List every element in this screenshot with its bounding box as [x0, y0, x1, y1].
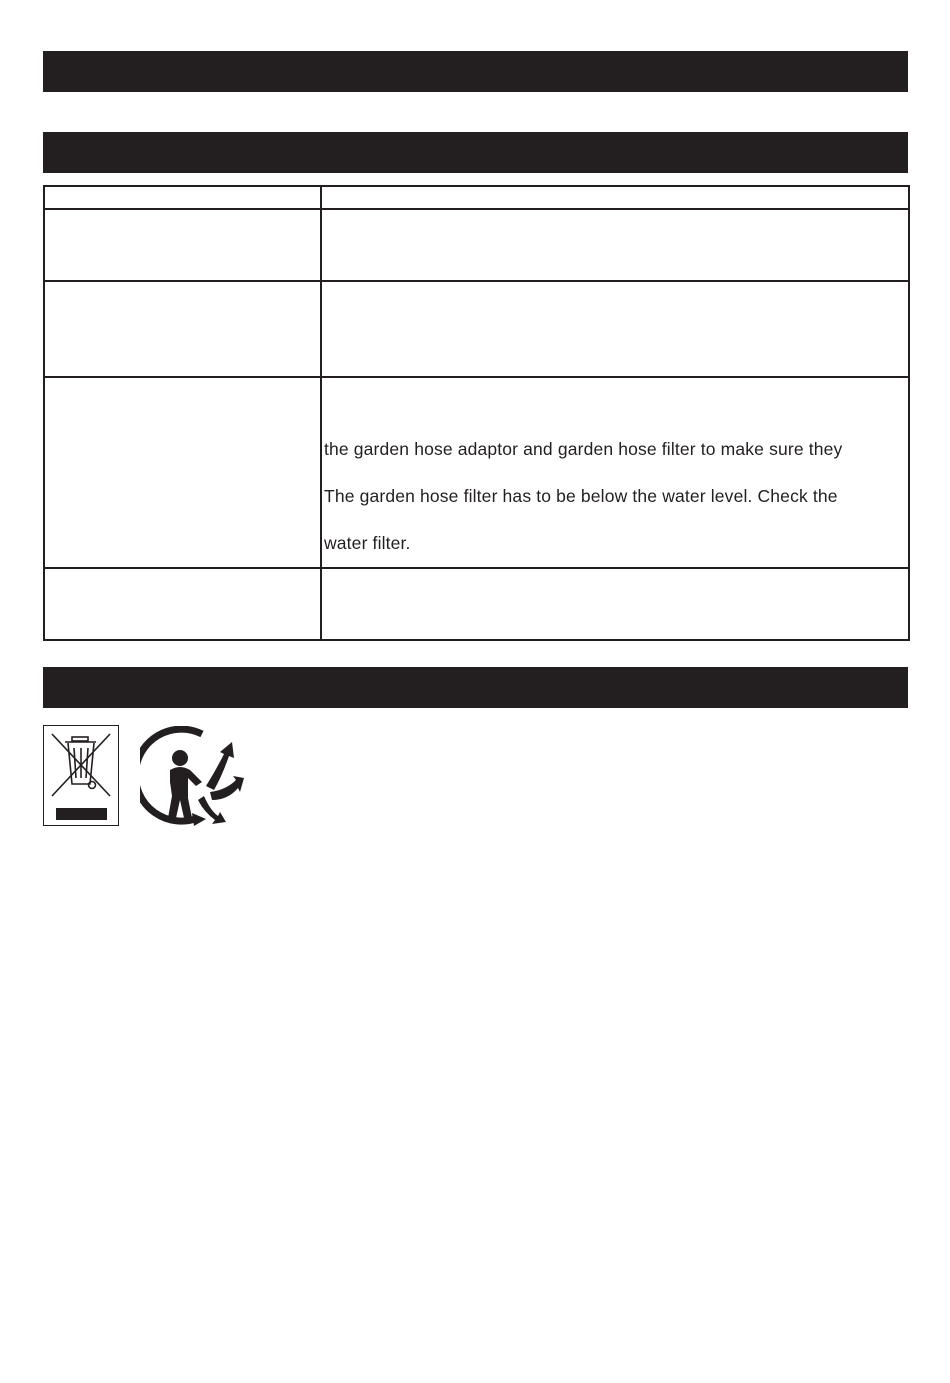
problem-cell: [44, 377, 321, 568]
troubleshooting-table: [43, 185, 910, 641]
solution-line: water filter.: [324, 533, 411, 553]
solution-line: the garden hose adaptor and garden hose filter to make sure they: [324, 439, 843, 459]
solution-header-cell: [321, 186, 909, 209]
table-row: [44, 281, 909, 377]
problem-cell: [44, 568, 321, 640]
problem-header-cell: [44, 186, 321, 209]
solution-cell: [321, 377, 909, 568]
section-header-bar: [43, 51, 908, 92]
table-row: [44, 209, 909, 281]
solution-cell: [321, 568, 909, 640]
table-row: [44, 568, 909, 640]
table-header-row: [44, 186, 909, 209]
solution-line: The garden hose filter has to be below the water level. Check the: [324, 486, 838, 506]
solution-cell: [321, 209, 909, 281]
table-row: [44, 377, 909, 568]
solution-cell: [321, 281, 909, 377]
disposal-header-bar: [43, 667, 908, 708]
triman-recycling-icon: [140, 726, 244, 828]
problem-cell: [44, 281, 321, 377]
troubleshooting-header-bar: [43, 132, 908, 173]
crossed-out-wheelie-bin-icon: [43, 725, 119, 826]
problem-cell: [44, 209, 321, 281]
